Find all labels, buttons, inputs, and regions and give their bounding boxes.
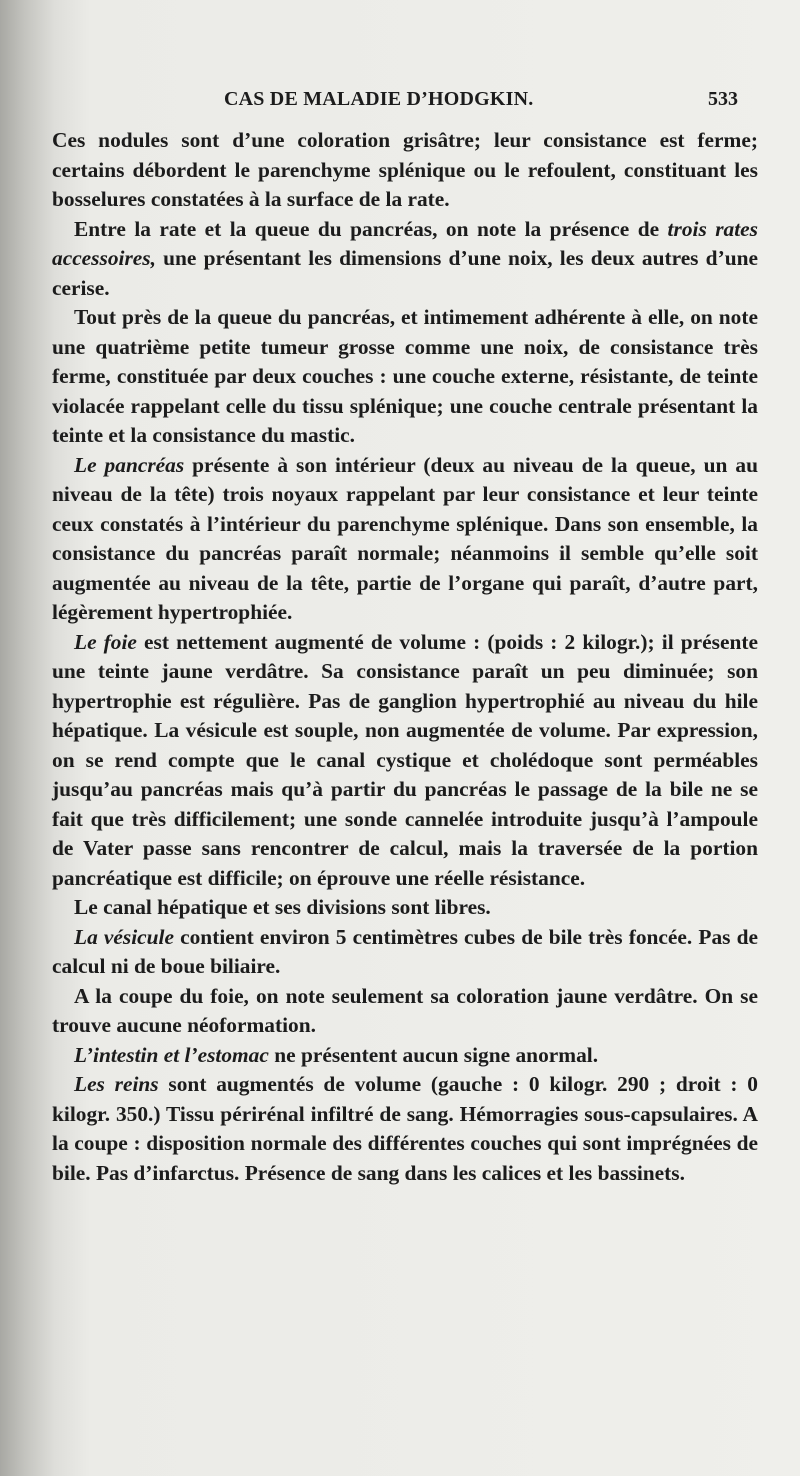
italic-lead: L’intestin et l’estomac [74, 1042, 269, 1067]
body-text [52, 126, 758, 1188]
page-header [0, 88, 800, 116]
paragraph-text: contient environ 5 centimètres cubes de bile très foncée. Pas de calcul ni de boue biliaire. [52, 924, 758, 978]
paragraph-coupe-foie [52, 982, 758, 1041]
italic-lead: La vésicule [74, 924, 174, 949]
paragraph-text: présente à son intérieur (deux au niveau de la queue, un au niveau de la tête) trois noyaux rappelant par leur consistance et leur teinte ceux constatés à l’intérieur du parenchyme splénique. Dans son ensemble, la consistance du pancréas paraît normale; néanmoins il semble qu’elle soit augmentée au niveau de la tête, partie de l’organe qui paraît, d’autre part, légèrement hypertrophiée. [52, 452, 758, 624]
paragraph-text: sont augmentés de volume (gauche : 0 kilogr. 290 ; droit : 0 kilogr. 350.) Tissu périrénal infiltré de sang. Hémorragies sous-capsulaires. A la coupe : disposition normale des différentes couches qui sont imprégnées de bile. Pas d’infarctus. Présence de sang dans les calices et les bassinets. [52, 1072, 758, 1185]
paragraph-text: ne présentent aucun signe anormal. [268, 1042, 599, 1067]
paragraph-text: A la coupe du foie, on note seulement sa coloration jaune verdâtre. On se trouve aucune néoformation. [52, 983, 758, 1037]
paragraph-text-tail: une présentant les dimensions d’une noix, les deux autres d’une cerise. [52, 246, 758, 300]
paragraph-text: Tout près de la queue du pancréas, et intimement adhérente à elle, on note une quatrième petite tumeur grosse comme une noix, de consistance très ferme, constituée par deux couches : une couche externe, résistante, de teinte violacée rappelant celle du tissu splénique; une couche centrale présentant la teinte et la consistance du mastic. [52, 305, 758, 447]
italic-phrase: trois rates accessoires, [52, 216, 758, 270]
paragraph-foie [52, 628, 758, 894]
paragraph-reins [52, 1070, 758, 1188]
paragraph-intestin [52, 1041, 758, 1071]
page-number: 533 [708, 88, 738, 110]
paragraph-text: Entre la rate et la queue du pancréas, on note la présence de [74, 216, 668, 241]
italic-lead: Le pancréas [74, 452, 185, 477]
italic-lead: Le foie [74, 629, 137, 654]
paragraph-pancreas [52, 451, 758, 628]
paragraph-nodules [52, 126, 758, 215]
paragraph-quatrieme-tumeur [52, 303, 758, 451]
running-title: CAS DE MALADIE D’HODGKIN. [224, 88, 534, 110]
italic-lead: Les reins [74, 1072, 159, 1096]
paragraph-text: Ces nodules sont d’une coloration grisâtre; leur consistance est ferme; certains débordent le parenchyme splénique ou le refoulent, constituant les bosselures constatées à la surface de la rate. [52, 128, 758, 211]
paragraph-vesicule [52, 923, 758, 982]
paragraph-text: est nettement augmenté de volume : (poids : 2 kilogr.); il présente une teinte jaune verdâtre. Sa consistance paraît un peu diminuée; son hypertrophie est régulière. Pas de ganglion hypertrophié au niveau du hile hépatique. La vésicule est souple, non augmentée de volume. Par expression, on se rend compte que le canal cystique et cholédoque sont perméables jusqu’au pancréas mais qu’à partir du pancréas le passage de la bile ne se fait que très difficilement; une sonde cannelée introduite jusqu’à l’ampoule de Vater passe sans rencontrer de calcul, mais la traversée de la portion pancréatique est difficile; on éprouve une réelle résistance. [52, 629, 758, 890]
paragraph-rates-accessoires [52, 215, 758, 304]
paragraph-canal-hepatique [52, 893, 758, 923]
paragraph-text: Le canal hépatique et ses divisions sont libres. [74, 895, 491, 919]
